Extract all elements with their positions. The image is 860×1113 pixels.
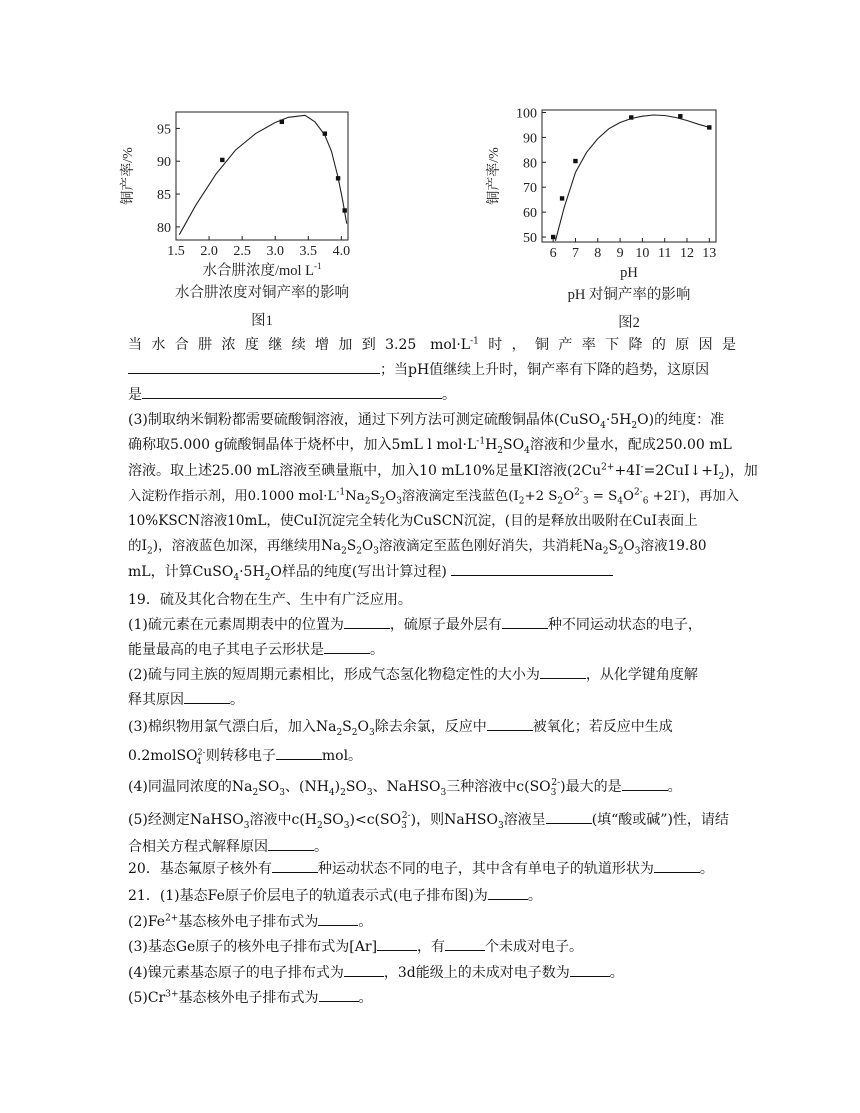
x-tick-label: 8	[594, 246, 602, 261]
q19-text: 除去余氯，反应中	[374, 719, 487, 735]
q19-1-line-1	[128, 613, 736, 638]
q18-3-line-4: 入淀粉作指示剂，用0.1000 $mol\cdot L^{-1}Na_2S_2O_3$溶液滴定至浅蓝色($I_2+2$ $S_2O^{2-}_3 = S_4O^{2-}_6 +2I^-$)，再加入	[128, 487, 739, 507]
answer-blank[interactable]	[540, 663, 586, 679]
q18-3-text: +4I	[614, 462, 641, 479]
q18-3-text: O	[563, 488, 575, 504]
q18-3-text: 10%KSCN溶液10mL，使CuI沉淀完全转化为CuSCN沉淀，(目的是释放出吸附在CuI表面上	[128, 513, 698, 530]
q21-text: 基态核外电子排布式为	[178, 990, 319, 1006]
q21-text: 。	[358, 913, 373, 930]
q18-3-text: 溶液。取上述25.00 mL溶液至碘量瓶中，加入10 mL10%足量KI溶液(2Cu	[128, 462, 602, 479]
answer-blank[interactable]	[377, 935, 417, 951]
y-axis-label: 铜产率/%	[121, 147, 136, 205]
y-tick-label: 85	[157, 188, 171, 204]
data-point	[220, 158, 224, 162]
q19-text: 种不同运动状态的电子，	[547, 617, 702, 633]
q18-3-text: )，再加入	[680, 488, 739, 504]
q21-text: ，3d能级上的未成对电子数为	[383, 964, 570, 981]
q19-text: mol。	[321, 748, 363, 764]
question-21	[128, 884, 736, 1012]
answer-blank[interactable]	[344, 613, 390, 629]
q21-1	[128, 884, 736, 910]
q19-text: 。	[370, 642, 384, 658]
q21-text: (5)Cr	[128, 990, 166, 1006]
answer-blank[interactable]	[128, 358, 380, 374]
q19-text: 释其原因	[128, 692, 184, 708]
x-tick-label: 2.5	[233, 244, 251, 259]
q19-text: ，硫原子最外层有	[389, 617, 502, 633]
q21-text: (2)Fe	[128, 913, 166, 930]
q21-text: 个未成对电子。	[485, 939, 584, 955]
q21-text: 。	[609, 964, 624, 981]
answer-blank[interactable]	[488, 884, 528, 900]
answer-blank[interactable]	[622, 775, 668, 791]
q19-1-line-2	[128, 638, 736, 663]
x-tick-label: 7	[571, 246, 579, 261]
y-axis-label: 铜产率/%	[487, 147, 502, 205]
q18-3-line-2: 确称取5.000 g硫酸铜晶体于烧杯中，加入5mL l $mol\cdot L^{-1}H_2SO_4$溶液和少量水，配成250.00 mL	[128, 436, 732, 457]
q20-text: 20．基态氟原子核外有	[128, 861, 272, 877]
answer-blank[interactable]	[344, 961, 384, 977]
q18-3-text: ·5H	[239, 563, 265, 580]
q18-line2-text: ；当pH值继续上升时，铜产率有下降的趋势，这原因	[380, 362, 710, 378]
q18-3-text: O)的纯度：准	[637, 412, 725, 428]
q19-text: 被氧化；若反应中生成	[532, 719, 673, 735]
x-tick-label: 12	[680, 246, 694, 261]
q18-3-text: SO	[503, 437, 525, 454]
q19-text: )最大的是	[560, 779, 622, 795]
q19-2-line-2	[128, 688, 736, 713]
q18-3-text: )，加	[724, 462, 758, 479]
data-point	[280, 120, 284, 124]
x-tick-label: 1.5	[167, 244, 185, 259]
q19-text: (2)硫与同主族的短周期元素相比，形成气态氢化物稳定性的大小为	[128, 667, 540, 683]
q18-3-text: O	[361, 538, 374, 555]
q19-text: 、(NH	[284, 779, 329, 795]
q20-text: 。	[699, 861, 714, 877]
figure-1-chart	[110, 100, 370, 335]
q21-5: $(5)Cr^{3+}$基态核外电子排布式为 。	[128, 986, 736, 1012]
y-tick-label: 50	[523, 231, 537, 247]
q20-line	[128, 857, 736, 882]
x-tick-label: 9	[616, 246, 624, 261]
answer-blank[interactable]	[184, 688, 230, 704]
q20-text: 种运动状态不同的电子，其中含有单电子的轨道形状为	[317, 861, 654, 877]
figure-caption: pH 对铜产率的影响	[567, 287, 691, 303]
answer-blank[interactable]	[268, 835, 314, 851]
x-tick-label: 11	[657, 246, 672, 261]
q19-text: 。	[230, 692, 244, 708]
x-tick-label: 13	[702, 246, 717, 261]
q18-3-text: 的I	[128, 538, 147, 555]
q21-text: (4)镍元素基态原子的电子排布式为	[128, 964, 344, 981]
q21-4	[128, 961, 736, 987]
data-point	[707, 125, 711, 129]
q18-3-line-7: mL，计算$CuSO_4\cdot 5H_2O$样品的纯度(写出计算过程)	[128, 560, 736, 585]
q21-text: 基态核外电子排布式为	[178, 913, 319, 930]
x-axis-label: 水合肼浓度/mol $L^{-1}$	[202, 261, 322, 279]
q21-text: (3)基态Ge原子的核外电子排布式为[Ar]	[128, 939, 378, 955]
answer-blank[interactable]	[546, 808, 592, 824]
y-tick-label: 60	[523, 206, 537, 222]
q18-3-text: ·5H	[605, 412, 632, 428]
figure-2-chart	[480, 100, 740, 335]
q21-text: 。	[527, 888, 542, 904]
x-tick-label: 3.5	[299, 244, 318, 259]
q19-title: 19．硫及其化合物在生产、生中有广泛应用。	[128, 592, 412, 608]
y-tick-label: 80	[157, 220, 171, 236]
q19-text: (1)硫元素在元素周期表中的位置为	[128, 617, 344, 633]
q18-3-text: 入淀粉作指示剂，用0.1000 mol·L	[128, 488, 337, 504]
data-point	[342, 208, 346, 212]
x-tick-label: 3.0	[266, 244, 284, 259]
question-20	[128, 857, 736, 882]
answer-blank[interactable]	[324, 638, 370, 654]
figure-label: 图2	[618, 315, 640, 331]
q19-4: (4)同温同浓度的$Na_2SO_3$、$(NH_4)_2SO_3$、NaHSO$_3$三种溶液中$c(SO_3^{2-})$最大的是 。	[128, 775, 736, 800]
q19-2-line-1	[128, 663, 736, 688]
y-tick-label: 80	[523, 156, 537, 172]
y-tick-label: 90	[157, 155, 171, 171]
q21-3	[128, 935, 736, 961]
plot-frame	[542, 110, 716, 242]
figure-label: 图1	[251, 313, 273, 329]
q19-text: 0.2molSO	[128, 748, 198, 764]
x-tick-label: 4.0	[332, 244, 351, 259]
y-tick-label: 95	[157, 122, 171, 138]
answer-blank[interactable]	[276, 744, 322, 760]
answer-blank[interactable]	[451, 560, 613, 576]
question-18-continuation	[128, 333, 736, 408]
q18-3-text: 溶液和少量水，配成250.00 mL	[529, 437, 732, 454]
x-axis-label: pH	[620, 265, 638, 281]
x-tick-label: 6	[549, 246, 557, 261]
q18-3-line-3: 溶液。取上述25.00 mL溶液至碘量瓶中，加入10 mL10%足量KI溶液$(2Cu^{2+}+4I^-=2CuI↓+I_2)$，加	[128, 461, 758, 482]
answer-blank[interactable]	[487, 715, 533, 731]
q18-3-text: H	[485, 437, 498, 454]
q19-text: O	[357, 719, 369, 735]
q18-line1-tail: 时，铜产率下降的原因是	[478, 337, 736, 353]
q18-3-text: )，溶液蓝色加深，再继续用Na	[152, 538, 342, 555]
q21-text: 。	[358, 990, 373, 1006]
answer-blank[interactable]	[142, 383, 442, 399]
q19-text: )	[334, 779, 341, 795]
q18-3-text: O	[623, 488, 634, 504]
q18-3-text: O	[623, 538, 635, 555]
answer-blank[interactable]	[445, 935, 485, 951]
series-curve	[179, 115, 346, 234]
x-tick-label: 2.0	[200, 244, 218, 259]
q18-3-text: Na	[345, 488, 365, 504]
q19-text: (4)同温同浓度的Na	[128, 779, 253, 795]
q18-3-text: (3)制取纳米铜粉都需要硫酸铜溶液，通过下列方法可测定硫酸铜晶体(CuSO	[128, 412, 601, 428]
q21-2: $(2)Fe^{2+}$基态核外电子排布式为 。	[128, 910, 736, 936]
q18-3-text: 溶液滴定至蓝色刚好消失，共消耗Na	[378, 538, 603, 555]
q18-3-text: O	[385, 488, 397, 504]
q19-text: SO	[322, 812, 344, 828]
q21-text: 21．(1)基态Fe原子价层电子的轨道表示式(电子排布图)为	[128, 888, 488, 904]
q19-text: S	[342, 719, 352, 735]
x-tick-label: 10	[635, 246, 650, 261]
answer-blank[interactable]	[272, 857, 318, 873]
question-19	[128, 588, 736, 860]
data-point	[678, 114, 682, 118]
q18-3-text: = S	[588, 488, 618, 504]
y-tick-label: 90	[523, 131, 537, 147]
q18-3-text: +2I	[648, 488, 678, 504]
q19-text: (5)经测定NaHSO	[128, 812, 244, 828]
q18-3-line-6: 的$I_2$)，溶液蓝色加深，再继续用$Na_2S_2O_3$溶液滴定至蓝色刚好消失，共消耗$Na_2S_2O_3$溶液19.80	[128, 538, 707, 558]
q18-3-text: S	[346, 538, 357, 555]
data-point	[551, 235, 555, 239]
q19-text: )<c(SO	[349, 812, 402, 828]
data-point	[560, 196, 564, 200]
q18-line1-text: 当水合肼浓度继续增加到3.25 mol·L	[128, 337, 471, 353]
q18-line-1	[128, 333, 736, 358]
q19-text: 合相关方程式解释原因	[128, 839, 268, 855]
data-point	[629, 115, 633, 119]
q19-text: )，则NaHSO	[410, 812, 498, 828]
y-tick-label: 70	[523, 181, 537, 197]
q18-line-2	[128, 358, 736, 383]
answer-blank[interactable]	[319, 986, 359, 1002]
q19-text: 。	[314, 839, 328, 855]
data-point	[573, 159, 577, 163]
q18-3-text: =2CuI↓+I	[643, 462, 719, 479]
answer-blank[interactable]	[502, 613, 548, 629]
q19-text: 。	[667, 779, 682, 795]
q18-3-text: mL，计算CuSO	[128, 563, 234, 580]
q19-text: ，从化学键角度解	[585, 667, 698, 683]
data-point	[336, 176, 340, 180]
y-tick-label: 100	[516, 106, 537, 122]
q18-3-text: 确称取5.000 g硫酸铜晶体于烧杯中，加入5mL l mol·L	[128, 437, 477, 454]
q18-3-line-1: (3)制取纳米铜粉都需要硫酸铜溶液，通过下列方法可测定硫酸铜晶体$(CuSO_4\cdot 5H_2O)$的纯度：准	[128, 412, 725, 431]
q19-text: 溶液呈	[503, 812, 546, 828]
q18-3-text: 溶液19.80	[640, 538, 707, 555]
q19-3-line-2: 0.2molSO$^{2-}_4$ 则转移电子 mol。	[128, 744, 736, 769]
answer-blank[interactable]	[570, 961, 610, 977]
q18-3-text: +2 S	[524, 488, 558, 504]
q19-3-line-1: (3)棉织物用氯气漂白后，加入$Na_2S_2O_3$除去余氯，反应中 被氧化；若反应中生成	[128, 715, 736, 740]
q18-3-text: 溶液滴定至浅蓝色(I	[401, 488, 519, 504]
q18-line-3	[128, 383, 736, 408]
q18-line3-end: 。	[442, 387, 456, 403]
q19-text: (3)棉织物用氯气漂白后，加入Na	[128, 719, 337, 735]
q19-text: 三种溶液中c(SO	[446, 779, 551, 795]
q18-line3-pre: 是	[128, 387, 142, 403]
q18-3-line-5	[128, 509, 736, 534]
question-18-part-3	[128, 408, 758, 585]
q18-3-text: S	[370, 488, 380, 504]
q19-text: (填“酸或碱”)性，请结	[591, 812, 729, 828]
q21-text: ，有	[417, 939, 446, 955]
q18-line1-sup: -1	[470, 336, 479, 347]
q19-text: 溶液中c(H	[249, 812, 317, 828]
data-point	[323, 131, 327, 135]
series-curve	[555, 115, 709, 241]
q18-3-text: S	[608, 538, 618, 555]
figure-caption: 水合肼浓度对铜产率的影响	[175, 285, 349, 301]
answer-blank[interactable]	[318, 910, 358, 926]
answer-blank[interactable]	[654, 857, 700, 873]
q19-5-line-1: (5)经测定NaHSO$_3$溶液中$c(H_2SO_3)<c(SO_3^{2-})$，则NaHSO$_3$溶液呈 (填“酸或碱”)性，请结	[128, 808, 736, 833]
q19-text: 、NaHSO	[372, 779, 441, 795]
q19-text: SO	[258, 779, 280, 795]
q19-text: 能量最高的电子其电子云形状是	[128, 642, 324, 658]
q18-3-text: O样品的纯度(写出计算过程)	[270, 563, 447, 580]
q19-text: SO	[345, 779, 367, 795]
q19-text: 则转移电子	[205, 748, 276, 764]
